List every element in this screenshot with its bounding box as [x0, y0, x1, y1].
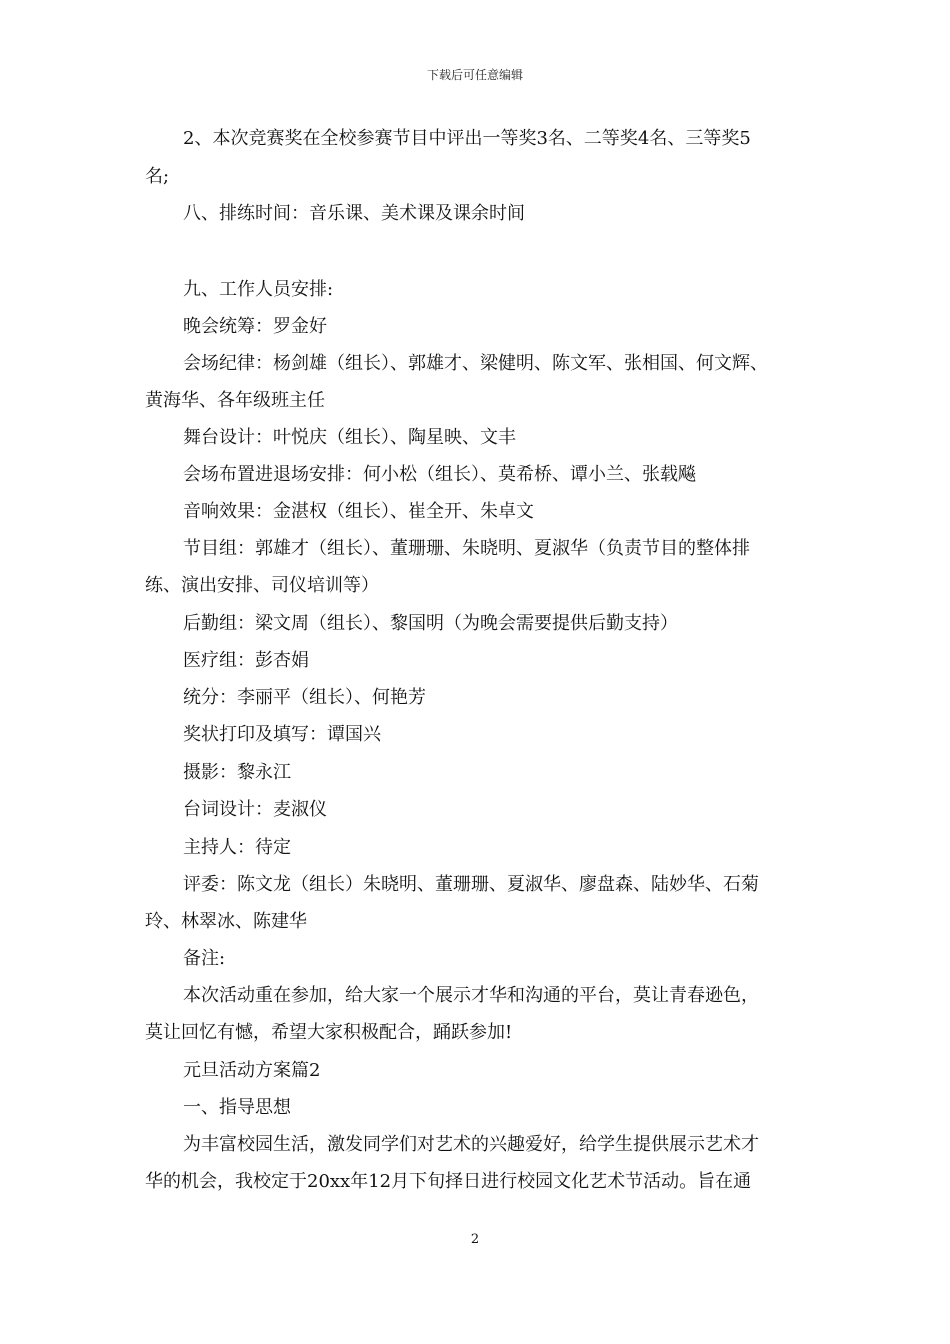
paragraph-line: 节目组：郭雄才（组长）、董珊珊、朱晓明、夏淑华（负责节目的整体排	[183, 538, 750, 559]
paragraph-line: 会场布置进退场安排：何小松（组长）、莫希桥、谭小兰、张载飚	[183, 464, 696, 485]
paragraph-line: 统分：李丽平（组长）、何艳芳	[183, 687, 426, 708]
paragraph-line: 为丰富校园生活，激发同学们对艺术的兴趣爱好，给学生提供展示艺术才	[183, 1134, 759, 1155]
section-heading: 八、排练时间：音乐课、美术课及课余时间	[183, 203, 525, 224]
paragraph-line: 医疗组：彭杏娟	[183, 650, 309, 671]
section-heading: 九、工作人员安排:	[183, 279, 334, 300]
page-header: 下载后可任意编辑	[426, 68, 523, 82]
paragraph-line: 晚会统筹：罗金好	[183, 316, 327, 337]
paragraph-line: 莫让回忆有憾，希望大家积极配合，踊跃参加!	[145, 1022, 513, 1043]
paragraph-line: 奖状打印及填写：谭国兴	[183, 724, 381, 745]
paragraph-line: 本次活动重在参加，给大家一个展示才华和沟通的平台，莫让青春逊色，	[183, 985, 759, 1006]
paragraph-line: 会场纪律：杨剑雄（组长）、郭雄才、梁健明、陈文军、张相国、何文辉、	[183, 353, 768, 374]
paragraph-line: 黄海华、各年级班主任	[145, 390, 325, 411]
paragraph-line: 2、本次竞赛奖在全校参赛节目中评出一等奖3名、二等奖4名、三等奖5	[183, 128, 751, 149]
paragraph-line: 音响效果：金湛权（组长）、崔全开、朱卓文	[183, 501, 534, 522]
paragraph-line: 主持人：待定	[183, 837, 291, 858]
paragraph-line: 舞台设计：叶悦庆（组长）、陶星映、文丰	[183, 427, 516, 448]
paragraph-line: 评委：陈文龙（组长）朱晓明、董珊珊、夏淑华、廖盘森、陆妙华、石菊	[183, 874, 759, 895]
page-number: 2	[470, 1232, 480, 1247]
paragraph-line: 练、演出安排、司仪培训等）	[145, 575, 379, 596]
paragraph-line: 台词设计：麦淑仪	[183, 799, 327, 820]
section-heading: 元旦活动方案篇2	[183, 1060, 321, 1081]
paragraph-line: 玲、林翠冰、陈建华	[145, 911, 307, 932]
section-heading: 一、指导思想	[183, 1097, 291, 1118]
paragraph-line: 备注:	[183, 948, 226, 969]
paragraph-line: 华的机会，我校定于20xx年12月下旬择日进行校园文化艺术节活动。旨在通	[145, 1171, 752, 1192]
paragraph-line: 名;	[145, 166, 170, 187]
paragraph-line: 后勤组：梁文周（组长）、黎国明（为晚会需要提供后勤支持）	[183, 613, 678, 634]
paragraph-line: 摄影：黎永江	[183, 762, 291, 783]
